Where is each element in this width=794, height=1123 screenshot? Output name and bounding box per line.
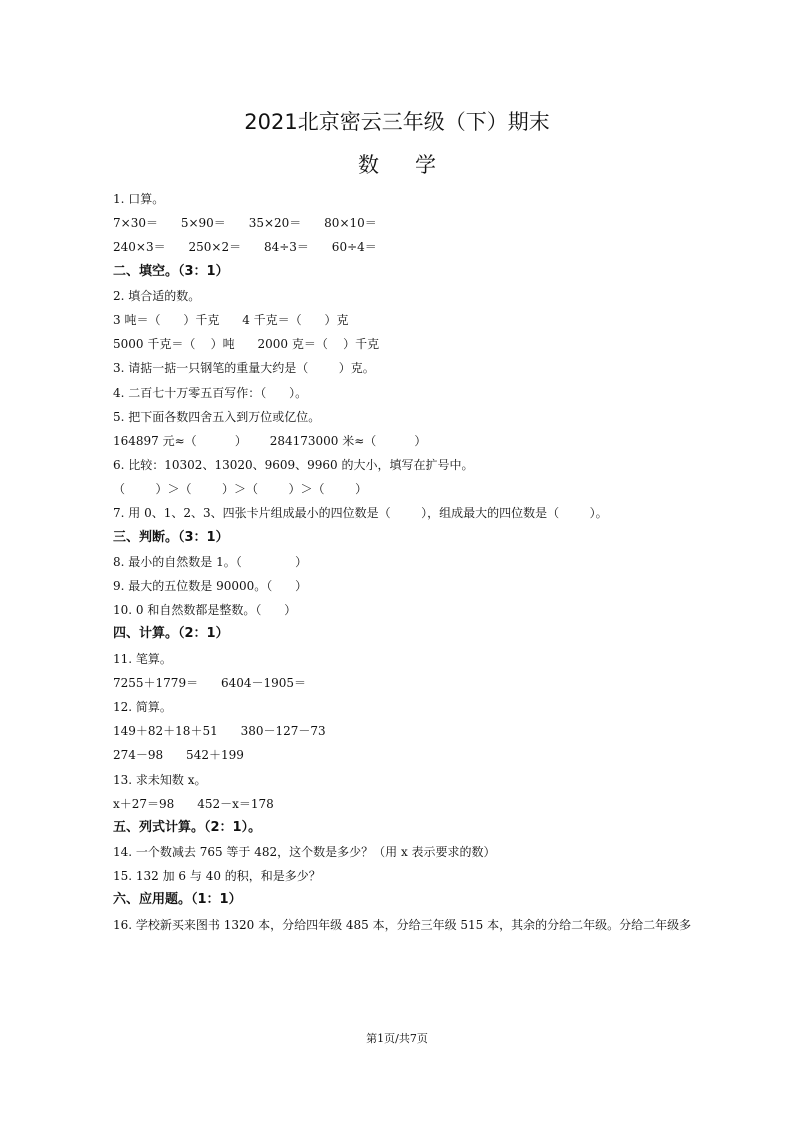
question-line: 6. 比较：10302、13020、9609、9960 的大小，填写在扩号中。 — [113, 458, 474, 473]
question-line: x＋27＝98 452－x＝178 — [113, 796, 274, 811]
question-line: 12. 简算。 — [113, 699, 172, 714]
section-heading: 五、列式计算。（2：1）。 — [113, 819, 262, 835]
question-line: 14. 一个数减去 765 等于 482，这个数是多少？（用 x 表示要求的数） — [113, 845, 496, 860]
section-heading: 二、填空。（3：1） — [113, 263, 229, 279]
question-line: 16. 学校新买来图书 1320 本，分给四年级 485 本，分给三年级 515 本，其余的分给二年级。分给二年级多 — [113, 917, 692, 932]
question-line: 274－98 542＋199 — [113, 748, 244, 763]
question-line: 4. 二百七十万零五百写作：（ ）。 — [113, 385, 308, 400]
question-line: 5. 把下面各数四舍五入到万位或亿位。 — [113, 409, 321, 424]
question-line: 7. 用 0、1、2、3、四张卡片组成最小的四位数是（ ），组成最大的四位数是（ ）。 — [113, 506, 608, 521]
question-line: 15. 132 加 6 与 40 的积，和是多少？ — [113, 869, 321, 884]
question-line: 1. 口算。 — [113, 192, 165, 206]
question-line: 3 吨＝（ ）千克 4 千克＝（ ）克 — [113, 312, 349, 327]
question-line: 240×3＝ 250×2＝ 84÷3＝ 60÷4＝ — [113, 240, 377, 255]
question-line: 7×30＝ 5×90＝ 35×20＝ 80×10＝ — [113, 216, 377, 231]
question-line: 7255＋1779＝ 6404－1905＝ — [113, 675, 307, 690]
question-line: 11. 笔算。 — [113, 651, 172, 666]
subject-title: 数学 — [358, 153, 472, 177]
question-line: 5000 千克＝（ ）吨 2000 克＝（ ）千克 — [113, 337, 380, 352]
question-line: 13. 求未知数 x。 — [113, 772, 207, 787]
document-body — [113, 187, 713, 937]
section-heading: 六、应用题。（1：1） — [113, 892, 242, 908]
question-line: 149＋82＋18＋51 380－127－73 — [113, 724, 326, 739]
question-line: 2. 填合适的数。 — [113, 288, 201, 303]
page-footer: 第1页/共7页 — [366, 1032, 428, 1045]
question-line: （ ）＞（ ）＞（ ）＞（ ） — [113, 482, 368, 497]
question-line: 3. 请掂一掂一只钢笔的重量大约是（ ）克。 — [113, 361, 375, 376]
section-heading: 四、计算。（2：1） — [113, 626, 229, 642]
question-line: 9. 最大的五位数是 90000。（ ） — [113, 579, 308, 593]
document-title: 2021北京密云三年级（下）期末 — [244, 110, 550, 134]
question-line: 164897 元≈（ ） 284173000 米≈（ ） — [113, 433, 427, 448]
question-line: 10. 0 和自然数都是整数。（ ） — [113, 603, 297, 618]
question-line: 8. 最小的自然数是 1。（ ） — [113, 554, 308, 569]
section-heading: 三、判断。（3：1） — [113, 529, 229, 545]
